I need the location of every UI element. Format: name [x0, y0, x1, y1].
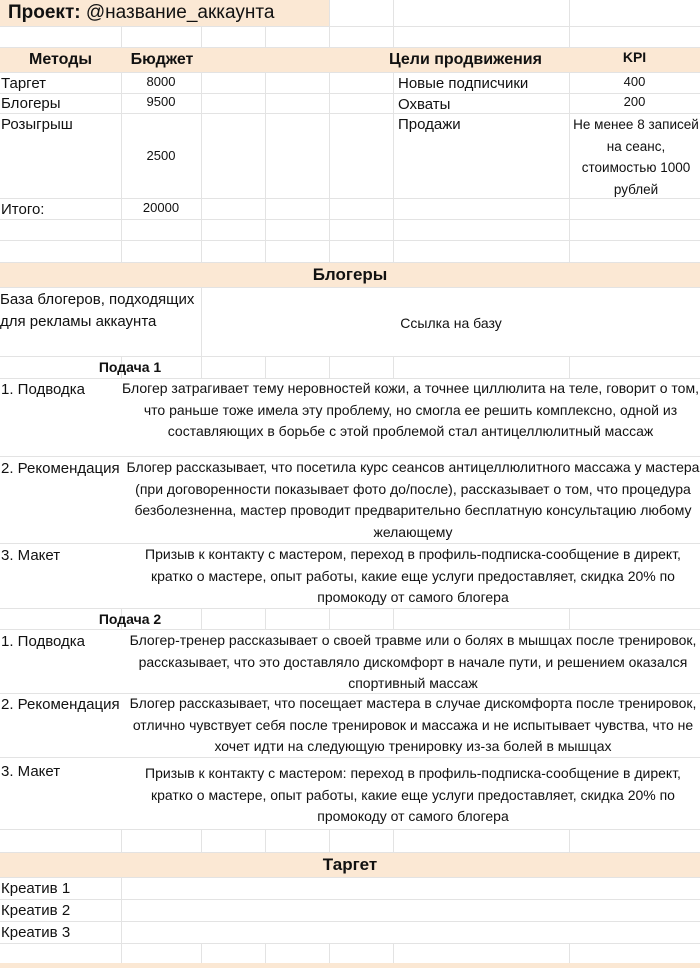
- pitch-1-recommendation-label[interactable]: 2. Рекомендация: [1, 460, 120, 477]
- pitch-2-title[interactable]: Подача 2: [98, 611, 162, 627]
- goals-header[interactable]: Цели продвижения: [389, 51, 542, 68]
- project-label: Проект:: [8, 2, 81, 23]
- methods-header[interactable]: Методы: [28, 51, 93, 68]
- total-amount[interactable]: 20000: [142, 200, 180, 215]
- bloggers-base-label[interactable]: База блогеров, подходящих для рекламы аккаунта: [0, 291, 195, 330]
- method-targeting[interactable]: Таргет: [1, 75, 47, 92]
- pitch-1-lead-label[interactable]: 1. Подводка: [1, 381, 86, 398]
- amount-targeting[interactable]: 8000: [146, 74, 176, 89]
- pitch-2-mockup-text[interactable]: Призыв к контакту с мастером: переход в профиль-подписка-сообщение в директ, кратко о мастере, опыт работы, какие еще услуги предоставляет, скидка 20% по промокоду от самого блогера: [145, 765, 681, 824]
- goal-reach[interactable]: Охваты: [398, 96, 451, 113]
- creative-3[interactable]: Креатив 3: [1, 924, 71, 941]
- method-bloggers[interactable]: Блогеры: [1, 95, 61, 112]
- amount-giveaway[interactable]: 2500: [146, 148, 176, 163]
- pitch-2-mockup-label[interactable]: 3. Макет: [1, 763, 61, 780]
- pitch-2-recommendation-label[interactable]: 2. Рекомендация: [1, 696, 120, 713]
- pitch-1-recommendation-text[interactable]: Блогер рассказывает, что посетила курс сеансов антицеллюлитного массажа у мастера (при договоренности показывает фото до/после), рассказывает о том, что процедура безболезненна, мастер проводит предварительно бесплатную консультацию любому желающему: [126, 459, 700, 540]
- kpi-reach[interactable]: 200: [623, 94, 646, 109]
- pitch-1-lead-text[interactable]: Блогер затрагивает тему неровностей кожи, а точнее циллюлита на теле, говорит о том, что раньше тоже имела эту проблему, но смогла ее решить комплексно, одной из составляющих в борьбе с этой проблемой стал антицеллюлитный массаж: [122, 380, 699, 439]
- target-section-title[interactable]: Таргет: [322, 855, 378, 874]
- budget-header[interactable]: Бюджет: [130, 51, 194, 68]
- pitch-1-mockup-text[interactable]: Призыв к контакту с мастером, переход в профиль-подписка-сообщение в директ, кратко о мастере, опыт работы, какие еще услуги предоставляет, скидка 20% по промокоду от самого блогера: [145, 546, 681, 605]
- goal-followers[interactable]: Новые подписчики: [398, 75, 529, 92]
- kpi-header[interactable]: KPI: [622, 49, 647, 65]
- amount-bloggers[interactable]: 9500: [146, 94, 176, 109]
- pitch-1-mockup-label[interactable]: 3. Макет: [1, 547, 61, 564]
- pitch-2-lead-text[interactable]: Блогер-тренер рассказывает о своей травме или о болях в мышцах после тренировок, рассказывает, что это доставляло дискомфорт в начале пути, и решением оказался спортивный массаж: [129, 632, 697, 691]
- bloggers-base-link[interactable]: Ссылка на базу: [400, 315, 502, 331]
- method-giveaway[interactable]: Розыгрыш: [1, 116, 73, 133]
- bloggers-section-title[interactable]: Блогеры: [312, 265, 388, 284]
- project-title[interactable]: [8, 2, 274, 24]
- account-name: @название_аккаунта: [85, 2, 275, 23]
- goal-sales[interactable]: Продажи: [398, 116, 461, 133]
- total-label[interactable]: Итого:: [1, 201, 45, 218]
- kpi-followers[interactable]: 400: [623, 74, 646, 89]
- bottom-band: [0, 963, 700, 968]
- pitch-1-title[interactable]: Подача 1: [98, 359, 162, 375]
- pitch-2-recommendation-text[interactable]: Блогер рассказывает, что посещает мастера в случае дискомфорта после тренировок, отлично чувствует себя после тренировок и массажа и не испытывает чувства, что не хочет идти на следующую тренировку из-за болей в мышцах: [129, 695, 697, 754]
- creative-1[interactable]: Креатив 1: [1, 880, 71, 897]
- kpi-sales[interactable]: Не менее 8 записей на сеанс, стоимостью 1000 рублей: [573, 117, 699, 197]
- pitch-2-lead-label[interactable]: 1. Подводка: [1, 633, 86, 650]
- creative-2[interactable]: Креатив 2: [1, 902, 71, 919]
